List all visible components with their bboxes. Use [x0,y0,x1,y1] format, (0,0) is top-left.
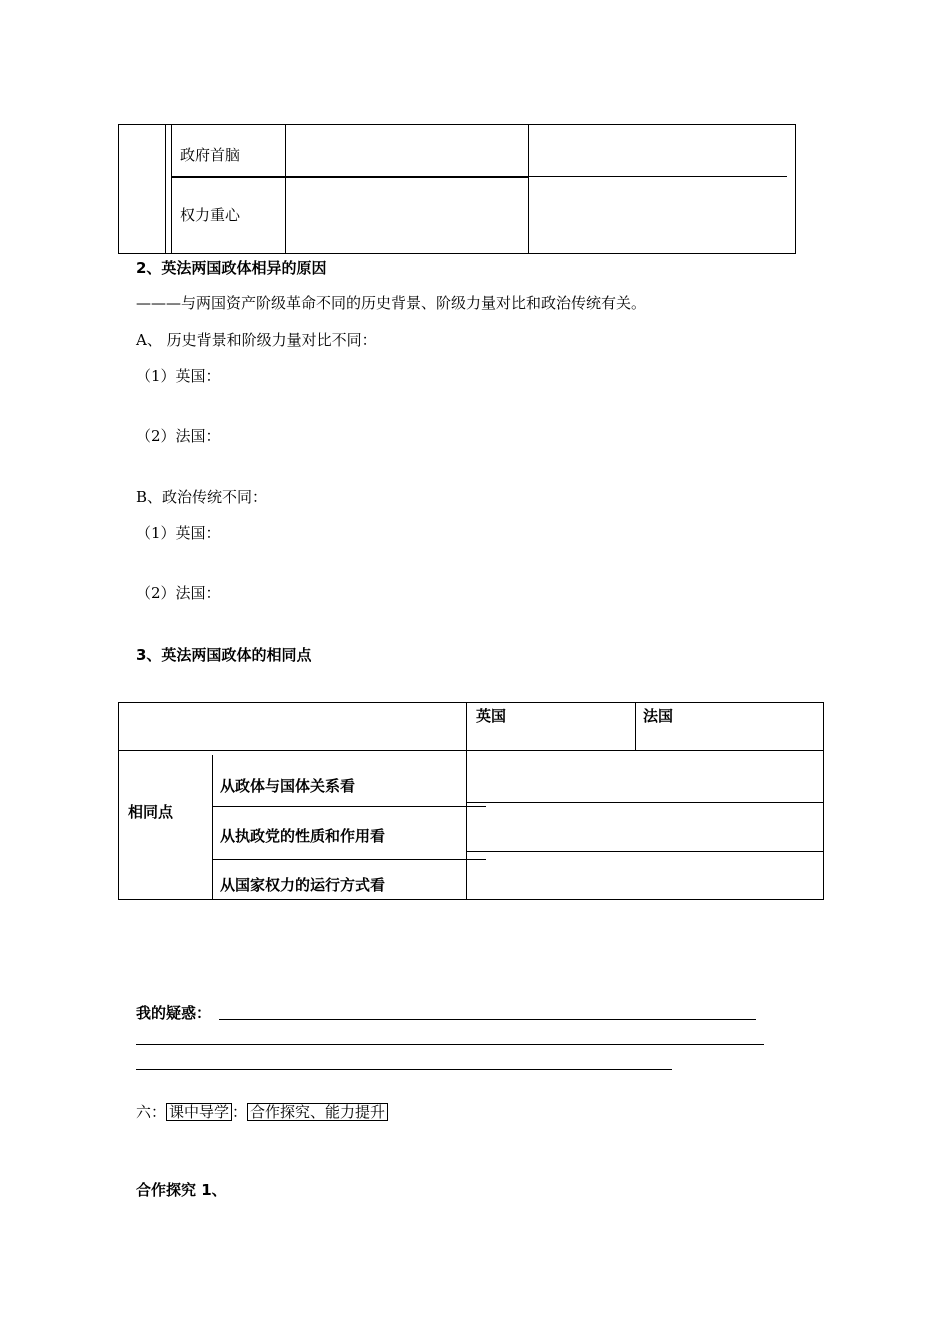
part-b-title: B、政治传统不同： [136,488,268,506]
section6-box-guide: 课中导学 [166,1103,232,1121]
table-row-label: 政府首脑 [180,146,241,164]
section-heading: 3、英法两国政体的相同点 [136,646,312,664]
answer-line[interactable] [219,1019,756,1020]
table-divider [528,124,529,254]
table-row-label: 从国家权力的运行方式看 [220,876,386,894]
section6-separator: ： [232,1103,248,1121]
part-b-item-uk: （1）英国： [136,524,221,542]
table-border-top [118,124,796,125]
table-border-left [118,124,119,254]
table-border-top [118,702,824,703]
table-divider [635,702,636,751]
table-row-divider [171,177,528,178]
table-divider [466,702,467,900]
column-header-uk: 英国 [476,707,507,725]
table-border-right [795,124,796,254]
table-header-divider [118,750,824,751]
part-a-title: A、 历史背景和阶级力量对比不同： [136,331,377,349]
answer-line[interactable] [136,1069,672,1070]
table-divider [165,124,166,254]
table-divider [285,124,286,254]
explore-label: 合作探究 1、 [136,1181,227,1199]
table-border-bottom [118,253,796,254]
table-row-divider [466,851,824,852]
table-border-left [118,702,119,900]
section-intro: ———与两国资产阶级革命不同的历史背景、阶级力量对比和政治传统有关。 [136,294,647,312]
table-border-bottom [118,899,824,900]
part-b-item-fr: （2）法国： [136,584,221,602]
table-row-divider [212,806,486,807]
table-row-label: 权力重心 [180,206,241,224]
section6-box-explore: 合作探究、能力提升 [247,1103,388,1121]
part-a-item-uk: （1）英国： [136,367,221,385]
section6-heading [136,1103,388,1121]
table-divider [212,755,213,900]
table-row-label: 从执政党的性质和作用看 [220,827,386,845]
table-row-divider [466,802,824,803]
section-heading: 2、英法两国政体相异的原因 [136,259,327,277]
section6-prefix: 六： [136,1103,167,1121]
part-a-item-fr: （2）法国： [136,427,221,445]
column-header-fr: 法国 [643,707,674,725]
table-row-divider [212,859,486,860]
doubts-label: 我的疑惑： [136,1004,212,1022]
table-divider [171,124,172,254]
answer-line[interactable] [136,1044,764,1045]
row-group-label: 相同点 [128,803,174,821]
table-border-right [823,702,824,900]
table-row-label: 从政体与国体关系看 [220,777,356,795]
